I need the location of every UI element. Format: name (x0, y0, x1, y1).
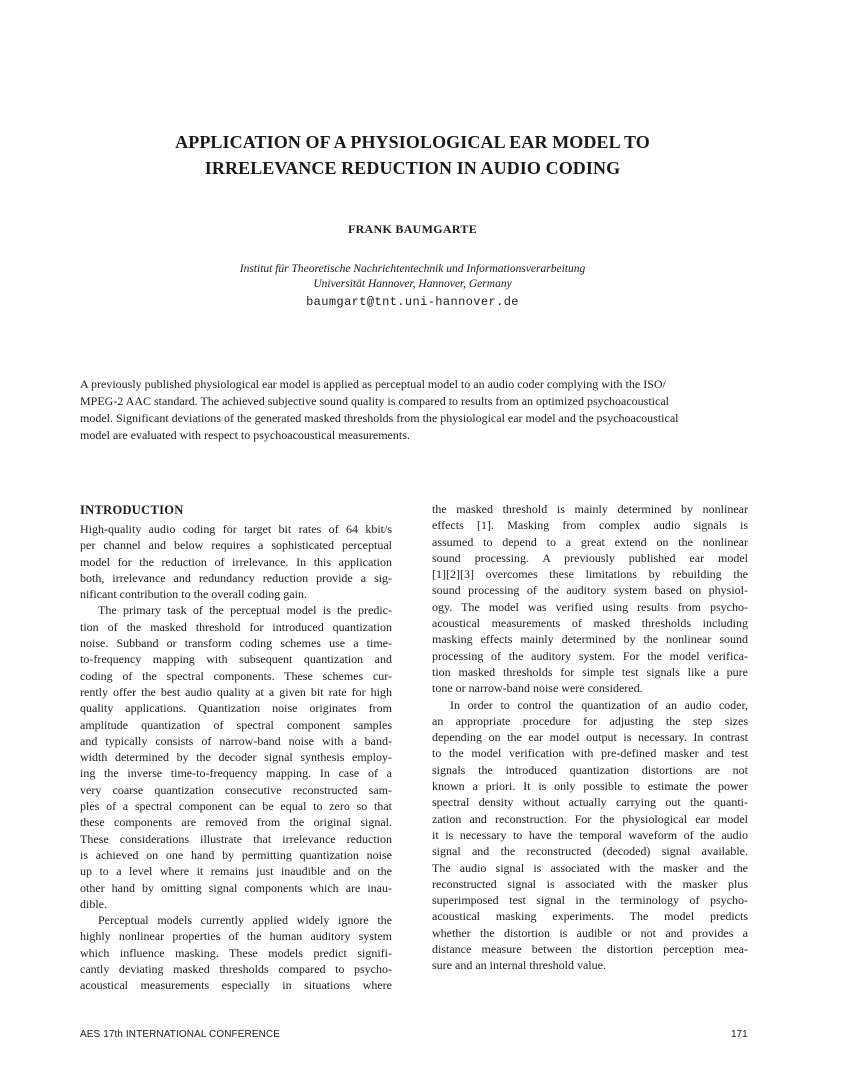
body-text-line: to-frequency mapping with subsequent quantization and (80, 652, 392, 667)
body-text-line: signals the introduced quantization distortions are not (432, 762, 748, 777)
body-text-line: zation and reconstruction. For the physiological ear model (432, 811, 748, 826)
body-text-line: distance measure between the distortion perception mea- (432, 942, 748, 957)
page-number: 171 (731, 1029, 748, 1040)
body-text-line: other hand by omitting signal components which are inau- (80, 880, 392, 895)
body-text-line: rently offer the best audio quality at a given bit rate for high (80, 684, 392, 699)
title-line-1: APPLICATION OF A PHYSIOLOGICAL EAR MODEL TO (175, 132, 650, 152)
body-text-line: cantly deviating masked thresholds compared to psycho- (80, 962, 392, 977)
body-text-line: coding of the spectral components. These schemes cur- (80, 668, 392, 683)
body-text-line: depending on the ear model output is necessary. In contrast (432, 730, 748, 745)
affiliation-line-2: Universität Hannover, Hannover, Germany (313, 278, 512, 290)
body-text-line: highly nonlinear properties of the human auditory system (80, 929, 392, 944)
body-text-line: per channel and below requires a sophisticated perceptual (80, 538, 392, 553)
body-text-line: The primary task of the perceptual model is the predic- (98, 603, 392, 618)
body-text-line: acoustical measurements of masked thresholds including (432, 616, 748, 631)
affiliation-line-1: Institut für Theoretische Nachrichtentechnik und Informationsverarbeitung (239, 263, 586, 275)
body-text-line: acoustical measurements especially in situations where (80, 978, 392, 993)
body-text-line: width determined by the decoder signal synthesis employ- (80, 750, 392, 765)
body-text-line: sound processing of the auditory system based on physiol- (432, 583, 748, 598)
body-text-line: the masked threshold is mainly determined by nonlinear (432, 502, 748, 516)
body-text-line: amplitude quantization of spectral component samples (80, 717, 392, 732)
body-text-line: The audio signal is associated with the masker and the (432, 860, 748, 875)
author-name: FRANK BAUMGARTE (347, 222, 478, 236)
author-email: baumgart@tnt.uni-hannover.de (306, 295, 519, 309)
body-text-line: sure and an internal threshold value. (432, 958, 606, 973)
body-text-line: tone or narrow-band noise were considered. (432, 681, 643, 696)
body-text-line: Perceptual models currently applied widely ignore the (98, 913, 392, 928)
body-text-line: signal and the reconstructed (decoded) signal available. (432, 844, 748, 859)
abstract-line: model are evaluated with respect to psychoacoustical measurements. (80, 428, 410, 442)
left-column (80, 502, 392, 994)
body-text-line: tion masked thresholds for simple test signals like a pure (432, 664, 748, 679)
title-line-2: IRRELEVANCE REDUCTION IN AUDIO CODING (204, 158, 621, 178)
abstract-line: model. Significant deviations of the generated masked thresholds from the physiological ear model and the psychoacoustical (80, 411, 679, 425)
body-text-line: acoustical masking experiments. The model predicts (432, 909, 748, 924)
body-text-line: it is necessary to have the temporal waveform of the audio (432, 827, 748, 842)
abstract-line: A previously published physiological ear model is applied as perceptual model to an audio coder complying with the ISO/ (80, 377, 666, 391)
body-text-line: spectral density without actually carrying out the quanti- (432, 795, 748, 810)
body-text-line: these components are removed from the original signal. (80, 815, 392, 830)
body-text-line: effects [1]. Masking from complex audio signals is (432, 518, 748, 533)
body-text-line: ples of a spectral component can be equal to zero so that (80, 799, 392, 814)
body-text-line: an appropriate procedure for adjusting the step sizes (432, 713, 748, 728)
body-text-line: In order to control the quantization of an audio coder, (450, 697, 748, 712)
body-text-line: known a priori. It is only possible to estimate the power (432, 779, 748, 794)
body-text-line: to the model verification with pre-defined masker and test (432, 746, 748, 761)
abstract-line: MPEG-2 AAC standard. The achieved subjective sound quality is compared to results from an optimized psychoacoustical (80, 394, 669, 408)
body-text-line: tion of the masked threshold for introduced quantization (80, 619, 392, 634)
body-text-line: and typically consists of narrow-band noise with a band- (80, 733, 392, 748)
body-text-line: noise. Subband or transform coding schemes use a time- (80, 636, 392, 651)
body-text-line: nificant contribution to the overall coding gain. (80, 587, 307, 602)
footer-conference: AES 17th INTERNATIONAL CONFERENCE (80, 1029, 281, 1040)
body-text-line: quality applications. Quantization noise originates from (80, 701, 392, 716)
body-text-line: High-quality audio coding for target bit rates of 64 kbit/s (80, 522, 392, 536)
body-text-line: both, irrelevance and redundancy reduction provide a sig- (80, 570, 392, 585)
abstract (80, 376, 748, 444)
paper-title (80, 129, 745, 181)
body-text-line: ing the inverse time-to-frequency mapping. In case of a (80, 766, 392, 781)
body-text-line: superimposed test signal in the terminology of psycho- (432, 893, 748, 908)
body-text-line: whether the distortion is audible or not and provides a (432, 925, 748, 940)
body-text-line: dible. (80, 896, 107, 911)
body-text-line: is achieved on one hand by permitting quantization noise (80, 847, 392, 862)
body-text-line: assumed to depend to a great extend on the nonlinear (432, 534, 748, 549)
body-text-line: sound processing. A previously published ear model (432, 550, 748, 565)
body-text-line: up to a level where it remains just inaudible and on the (80, 864, 392, 879)
body-text-line: processing of the auditory system. For the model verifica- (432, 648, 748, 663)
body-text-line: ogy. The model was verified using results from psycho- (432, 599, 748, 614)
body-text-line: reconstructed signal is associated with the masker plus (432, 876, 748, 891)
body-text-line: [1][2][3] overcomes these limitations by rebuilding the (432, 567, 748, 582)
body-text-line: model for the reduction of irrelevance. In this application (80, 554, 392, 569)
section-heading: INTRODUCTION (80, 503, 184, 517)
body-text-line: which influence masking. These models predict signifi- (80, 945, 392, 960)
body-text-line: very coarse quantization consecutive reconstructed sam- (80, 782, 392, 797)
affiliation (80, 262, 745, 292)
right-column (432, 501, 748, 974)
body-text-line: These considerations illustrate that irrelevance reduction (80, 831, 392, 846)
body-text-line: masking effects mainly determined by the nonlinear sound (432, 632, 748, 647)
